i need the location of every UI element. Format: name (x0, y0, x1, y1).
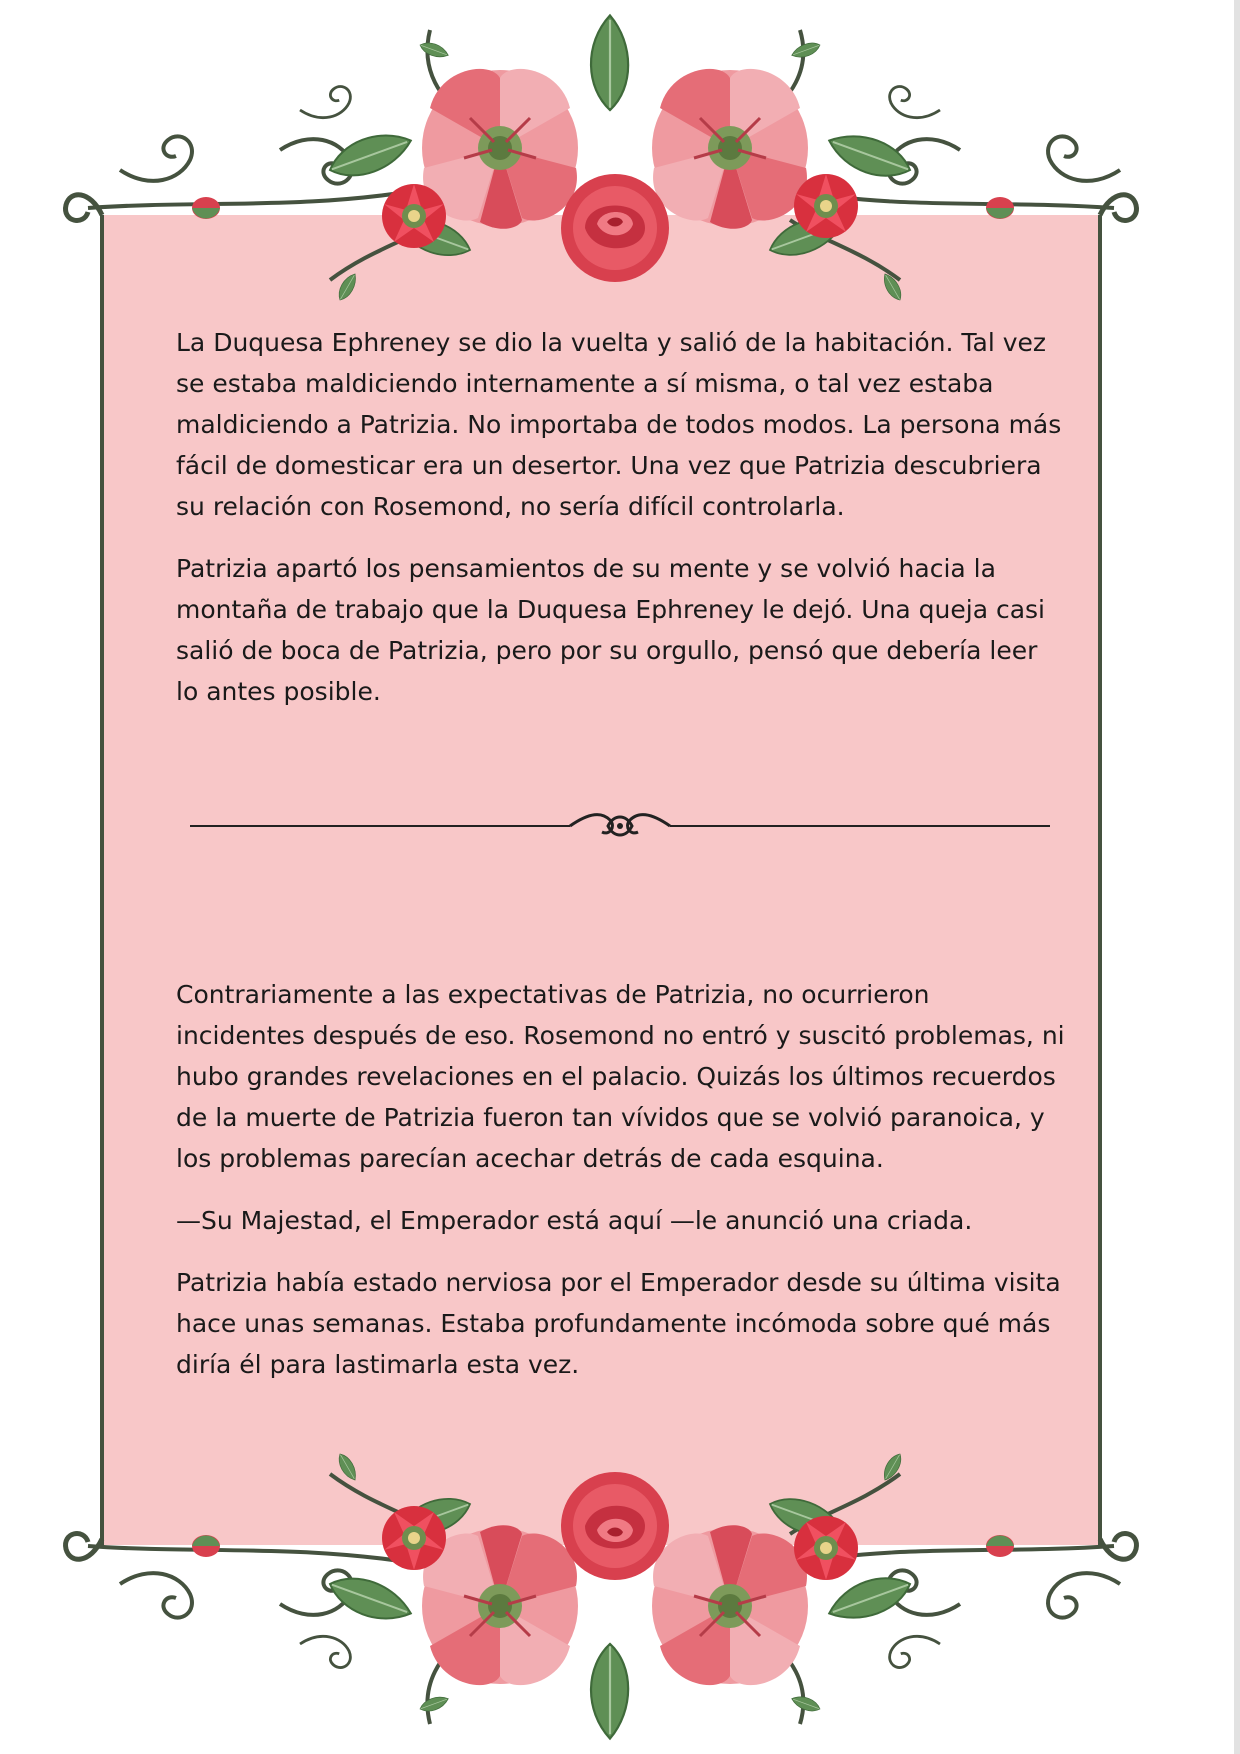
paragraph: La Duquesa Ephreney se dio la vuelta y salió de la habitación. Tal vez se estaba maldiciendo internamente a sí misma, o tal vez estaba maldiciendo a Patrizia. No importaba de todos modos. La persona más fácil de domesticar era un desertor. Una vez que Patrizia descubriera su relación con Rosemond, no sería difícil controlarla. (176, 328, 1062, 521)
floral-ornament-bottom-icon (0, 1414, 1240, 1754)
text-section-1 (176, 322, 1066, 733)
paragraph: Patrizia había estado nerviosa por el Emperador desde su última visita hace unas semanas. Estaba profundamente incómoda sobre qué más diría él para lastimarla esta vez. (176, 1268, 1061, 1379)
paragraph: Contrariamente a las expectativas de Patrizia, no ocurrieron incidentes después de eso. Rosemond no entró y suscitó problemas, ni hubo grandes revelaciones en el palacio. Quizás los últimos recuerdos de la muerte de Patrizia fueron tan vívidos que se volvió paranoica, y los problemas parecían acechar detrás de cada esquina. (176, 980, 1065, 1173)
paragraph: Patrizia apartó los pensamientos de su mente y se volvió hacia la montaña de trabajo que la Duquesa Ephreney le dejó. Una queja casi salió de boca de Patrizia, pero por su orgullo, pensó que debería leer lo antes posible. (176, 554, 1045, 706)
text-section-2 (176, 974, 1066, 1406)
flourish-divider-icon (190, 806, 1050, 846)
floral-ornament-top-icon (0, 0, 1240, 340)
paragraph: —Su Majestad, el Emperador está aquí —le anunció una criada. (176, 1206, 973, 1235)
